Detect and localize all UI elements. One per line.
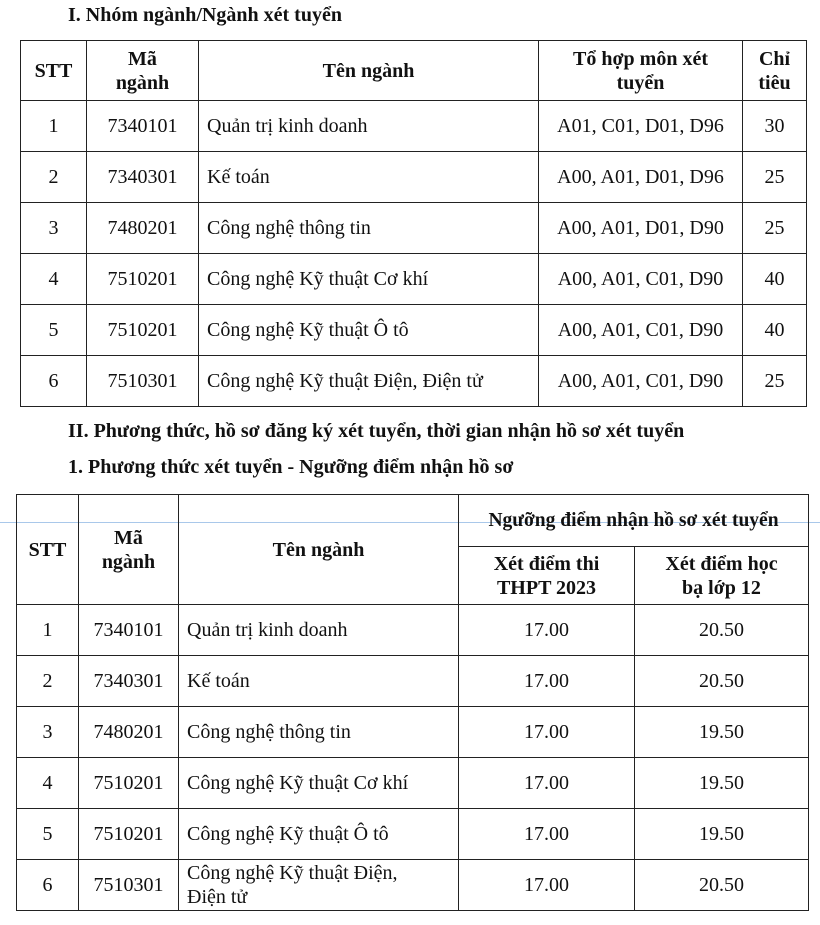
header-ma-nganh-line1: Mã (128, 47, 157, 70)
cell-ten-nganh (179, 860, 459, 911)
cell-to-hop: A00, A01, D01, D96 (539, 152, 743, 203)
cell-ten-nganh: Công nghệ Kỹ thuật Cơ khí (199, 254, 539, 305)
header-threshold: Ngưỡng điểm nhận hồ sơ xét tuyển (459, 495, 809, 547)
cell-thpt: 17.00 (459, 758, 635, 809)
table-row (17, 860, 809, 911)
cell-ma-nganh: 7510201 (87, 305, 199, 356)
cell-ten-nganh-line1: Công nghệ Kỹ thuật Cơ khí (187, 772, 409, 794)
header-thpt (459, 547, 635, 605)
cell-stt: 6 (17, 860, 79, 911)
cell-stt: 3 (21, 203, 87, 254)
cell-ten-nganh-line1: Công nghệ Kỹ thuật Ô tô (187, 823, 389, 845)
cell-ten-nganh-line1: Công nghệ Kỹ thuật Điện, (187, 862, 398, 884)
section-2-heading: II. Phương thức, hồ sơ đăng ký xét tuyển, thời gian nhận hồ sơ xét tuyển (68, 420, 685, 442)
cell-stt: 4 (21, 254, 87, 305)
header-chi-tieu-line1: Chỉ (758, 47, 791, 70)
cell-chi-tieu: 40 (743, 254, 807, 305)
threshold-table (16, 494, 809, 911)
cell-to-hop: A00, A01, C01, D90 (539, 305, 743, 356)
cell-ten-nganh: Công nghệ Kỹ thuật Ô tô (199, 305, 539, 356)
table-row (21, 254, 807, 305)
cell-hoc-ba: 20.50 (635, 860, 809, 911)
cell-to-hop: A00, A01, D01, D90 (539, 203, 743, 254)
cell-ten-nganh: Quản trị kinh doanh (199, 101, 539, 152)
cell-thpt: 17.00 (459, 809, 635, 860)
cell-chi-tieu: 30 (743, 101, 807, 152)
header-ma-nganh (87, 41, 199, 101)
cell-hoc-ba: 19.50 (635, 809, 809, 860)
header-hoc-ba-line1: Xét điểm học (665, 552, 778, 575)
cell-thpt: 17.00 (459, 605, 635, 656)
cell-ten-nganh-line2: Điện tử (187, 886, 248, 908)
section-1-heading: I. Nhóm ngành/Ngành xét tuyển (68, 4, 342, 26)
cell-ten-nganh (179, 809, 459, 860)
header-thpt-line1: Xét điểm thi (493, 552, 600, 575)
header-ten-nganh: Tên ngành (179, 495, 459, 605)
cell-hoc-ba: 19.50 (635, 758, 809, 809)
cell-ma-nganh: 7340301 (79, 656, 179, 707)
header-stt: STT (21, 41, 87, 101)
cell-ten-nganh: Công nghệ thông tin (199, 203, 539, 254)
cell-ten-nganh (179, 758, 459, 809)
cell-stt: 1 (17, 605, 79, 656)
table-row (21, 356, 807, 407)
header-to-hop (539, 41, 743, 101)
cell-ma-nganh: 7510201 (79, 758, 179, 809)
table-row (21, 101, 807, 152)
cell-stt: 1 (21, 101, 87, 152)
cell-ten-nganh-line1: Kế toán (187, 670, 250, 692)
cell-ten-nganh: Kế toán (199, 152, 539, 203)
section-2-subheading: 1. Phương thức xét tuyển - Ngưỡng điểm nhận hồ sơ (68, 456, 514, 478)
header-ma-nganh-line2: ngành (115, 71, 170, 94)
cell-ma-nganh: 7340101 (79, 605, 179, 656)
cell-hoc-ba: 20.50 (635, 605, 809, 656)
cell-ma-nganh: 7510301 (87, 356, 199, 407)
table-row (21, 203, 807, 254)
cell-ma-nganh: 7480201 (79, 707, 179, 758)
cell-hoc-ba: 20.50 (635, 656, 809, 707)
cell-chi-tieu: 40 (743, 305, 807, 356)
cell-ten-nganh (179, 605, 459, 656)
cell-ten-nganh: Công nghệ Kỹ thuật Điện, Điện tử (199, 356, 539, 407)
cell-ten-nganh (179, 656, 459, 707)
cell-chi-tieu: 25 (743, 203, 807, 254)
cell-stt: 6 (21, 356, 87, 407)
cell-ma-nganh: 7340101 (87, 101, 199, 152)
cell-stt: 2 (17, 656, 79, 707)
majors-table (20, 40, 807, 407)
cell-stt: 5 (17, 809, 79, 860)
cell-stt: 2 (21, 152, 87, 203)
cell-ma-nganh: 7510201 (79, 809, 179, 860)
cell-ma-nganh: 7340301 (87, 152, 199, 203)
header-hoc-ba (635, 547, 809, 605)
table-row (21, 305, 807, 356)
cell-ma-nganh: 7480201 (87, 203, 199, 254)
cell-ma-nganh: 7510201 (87, 254, 199, 305)
table-row (17, 809, 809, 860)
table-row (17, 707, 809, 758)
cell-to-hop: A00, A01, C01, D90 (539, 254, 743, 305)
cell-thpt: 17.00 (459, 860, 635, 911)
cell-hoc-ba: 19.50 (635, 707, 809, 758)
cell-stt: 5 (21, 305, 87, 356)
table-row (21, 152, 807, 203)
cell-ten-nganh (179, 707, 459, 758)
cell-chi-tieu: 25 (743, 152, 807, 203)
threshold-table-header-row-1 (17, 495, 809, 547)
cell-ten-nganh-line1: Công nghệ thông tin (187, 721, 351, 743)
cell-stt: 4 (17, 758, 79, 809)
cell-thpt: 17.00 (459, 656, 635, 707)
cell-to-hop: A01, C01, D01, D96 (539, 101, 743, 152)
header-hoc-ba-line2: bạ lớp 12 (682, 576, 761, 599)
header-chi-tieu (743, 41, 807, 101)
cell-to-hop: A00, A01, C01, D90 (539, 356, 743, 407)
table-row (17, 656, 809, 707)
header-ma-nganh-line2: ngành (101, 550, 156, 573)
table-row (17, 758, 809, 809)
header-ten-nganh: Tên ngành (199, 41, 539, 101)
header-to-hop-line1: Tổ hợp môn xét (573, 47, 708, 70)
header-stt: STT (17, 495, 79, 605)
cell-thpt: 17.00 (459, 707, 635, 758)
header-ma-nganh (79, 495, 179, 605)
cell-chi-tieu: 25 (743, 356, 807, 407)
header-ma-nganh-line1: Mã (114, 526, 143, 549)
cell-stt: 3 (17, 707, 79, 758)
header-chi-tieu-line2: tiêu (758, 71, 791, 94)
cell-ma-nganh: 7510301 (79, 860, 179, 911)
cell-ten-nganh-line1: Quản trị kinh doanh (187, 619, 348, 641)
table-row (17, 605, 809, 656)
header-thpt-line2: THPT 2023 (496, 576, 597, 599)
majors-table-header-row (21, 41, 807, 101)
header-to-hop-line2: tuyển (616, 71, 665, 94)
